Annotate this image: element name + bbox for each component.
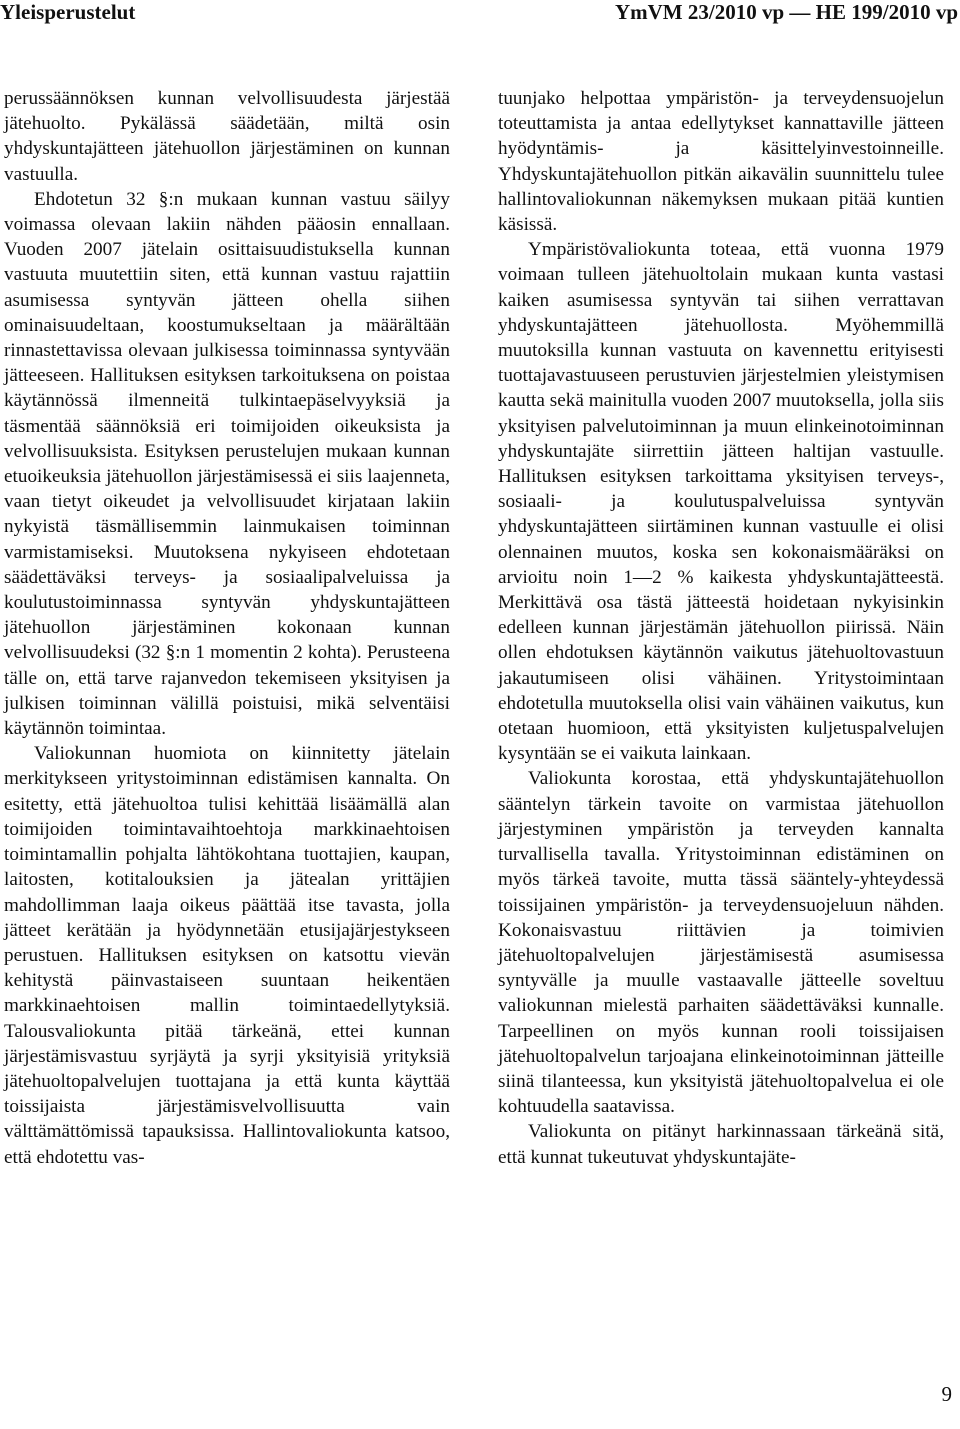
page-number: 9 bbox=[941, 1382, 952, 1406]
paragraph: tuunjako helpottaa ympäristön- ja terveydensuojelun toteuttamista ja antaa edellytykset kannattaville jätteen hyödyntämis- ja käsittelyinvestoinneille. Yhdyskuntajätehuollon pitkän aikavälin suunnittelu tulee hallintovaliokunnan näkemyksen mukaan pitää kuntien käsissä. bbox=[498, 88, 944, 236]
running-header bbox=[0, 0, 960, 36]
document-reference: YmVM 23/2010 vp — HE 199/2010 vp bbox=[614, 0, 958, 24]
paragraph: Ehdotetun 32 §:n mukaan kunnan vastuu säilyy voimassa olevaan lakiin nähden pääosin ennallaan. Vuoden 2007 jätelain osittaisuudistuksella kunnan vastuuta muutettiin siten, että kunnan vastuu rajattiin asumisessa syntyvän jätteen ohella siihen ominaisuudeltaan, koostumukseltaan ja määrältään rinnastettavissa olevaan julkisessa toiminnassa syntyvään jätteeseen. Hallituksen esityksen tarkoituksena on poistaa käytännössä ilmenneitä tulkintaepäselvyyksiä ja täsmentää säännöksiä eri toimijoiden oikeuksista ja velvollisuuksista. Esityksen perustelujen mukaan kunnan etuoikeuksia jätehuollon järjestämisessä ei siis laajenneta, vaan tietyt oikeudet ja velvollisuudet kirjataan lakiin nykyistä täsmällisemmin lainmukaisen toiminnan varmistamiseksi. Muutoksena nykyiseen ehdotetaan säädettäväksi terveys- ja sosiaalipalveluissa ja koulutustoiminnassa syntyvän yhdyskuntajätteen jätehuollon järjestäminen kokonaan kunnan velvollisuudeksi (32 §:n 1 momentin 2 kohta). Perusteena tälle on, että tarve rajanvedon tekemiseen yksityisen ja julkisen toiminnan välillä poistuisi, mikä selventäisi käytännön toimintaa. bbox=[4, 188, 450, 740]
paragraph: Valiokunta korostaa, että yhdyskuntajätehuollon sääntelyn tärkein tavoite on varmistaa jätehuollon järjestyminen ympäristön ja terveyden kannalta turvallisella tavalla. Yritystoiminnan edistäminen on myös tärkeä tavoite, mutta tässä sääntely-yhteydessä toissijainen ympäristön- ja terveydensuojeluun nähden. Kokonaisvastuu riittävien ja toimivien jätehuoltopalvelujen järjestämisestä asumisessa syntyvälle ja muulle vastaavalle jätteelle soveltuu valiokunnan mielestä parhaiten säädettäväksi kunnalle. Tarpeellinen on myös kunnan rooli toissijaisen jätehuoltopalvelun tarjoajana elinkeinotoiminnan jätteille siinä tilanteessa, kun yksityistä jätehuoltopalvelua ei ole kohtuudella saatavissa. bbox=[498, 768, 944, 1118]
paragraph: perussäännöksen kunnan velvollisuudesta järjestää jätehuolto. Pykälässä säädetään, miltä osin yhdyskuntajätteen jätehuollon järjestäminen on kunnan vastuulla. bbox=[4, 88, 450, 185]
paragraph: Valiokunta on pitänyt harkinnassaan tärkeänä sitä, että kunnat tukeutuvat yhdyskuntajäte- bbox=[498, 1121, 944, 1168]
left-column bbox=[4, 86, 450, 1170]
section-title: Yleisperustelut bbox=[0, 0, 136, 24]
right-column bbox=[498, 86, 944, 1170]
paragraph: Ympäristövaliokunta toteaa, että vuonna 1979 voimaan tulleen jätehuoltolain mukaan kunta vastasi kaiken asumisessa syntyvän tai siihen verrattavan yhdyskuntajätteen jätehuollosta. Myöhemmillä muutoksilla kunnan vastuuta on kavennettu erityisesti tuottajavastuuseen perustuvien järjestelmien yleistymisen kautta sekä mainitulla vuoden 2007 muutoksella, jolla siis yksityisen palvelutoiminnan ja muun elinkeinotoiminnan yhdyskuntajäte siirrettiin jätteen haltijan vastuulle. Hallituksen esityksen tarkoittama yksityisen terveys-, sosiaali- ja koulutuspalveluissa syntyvän yhdyskuntajätteen siirtäminen kunnan vastuulle ei olisi olennainen muutos, koska sen kokonaismääräksi on arvioitu noin 1—2 % kaikesta yhdyskuntajätteestä. Merkittävä osa tästä jätteestä hoidetaan nykyisinkin edelleen kunnan järjestämän jätehuollon piirissä. Näin ollen ehdotuksen käytännön vaikutus jätehuoltovastuun jakautumiseen olisi vähäinen. Yritystoimintaan ehdotetulla muutoksella olisi vain vähäinen vaikutus, kun otetaan huomioon, että yksityisten kuljetuspalvelujen kysyntään se ei vaikuta lainkaan. bbox=[498, 239, 944, 765]
paragraph: Valiokunnan huomiota on kiinnitetty jätelain merkitykseen yritystoiminnan edistämisen kannalta. On esitetty, että jätehuoltoa tulisi kehittää lisäämällä alan toimijoiden toimintavaihtoehtoja markkinaehtoisen toimintamallin pohjalta lähtökohtana tuottajien, kaupan, laitosten, kotitalouksien ja jätealan yrittäjien mahdollimman laaja oikeus päättää itse tavasta, jolla jätteet kerätään ja hyödynnetään etusijajärjestykseen perustuen. Hallituksen esityksen on katsottu vievän kehitystä päinvastaiseen suuntaan heikentäen markkinaehtoisen mallin toimintaedellytyksiä. Talousvaliokunta pitää tärkeänä, ettei kunnan järjestämisvastuu syrjäytä ja syrji yksityisiä yrityksiä jätehuoltopalvelujen tuottajana ja että kunta käyttää toissijaista järjestämisvelvollisuutta vain välttämättömissä tapauksissa. Hallintovaliokunta katsoo, että ehdotettu vas- bbox=[4, 743, 450, 1168]
